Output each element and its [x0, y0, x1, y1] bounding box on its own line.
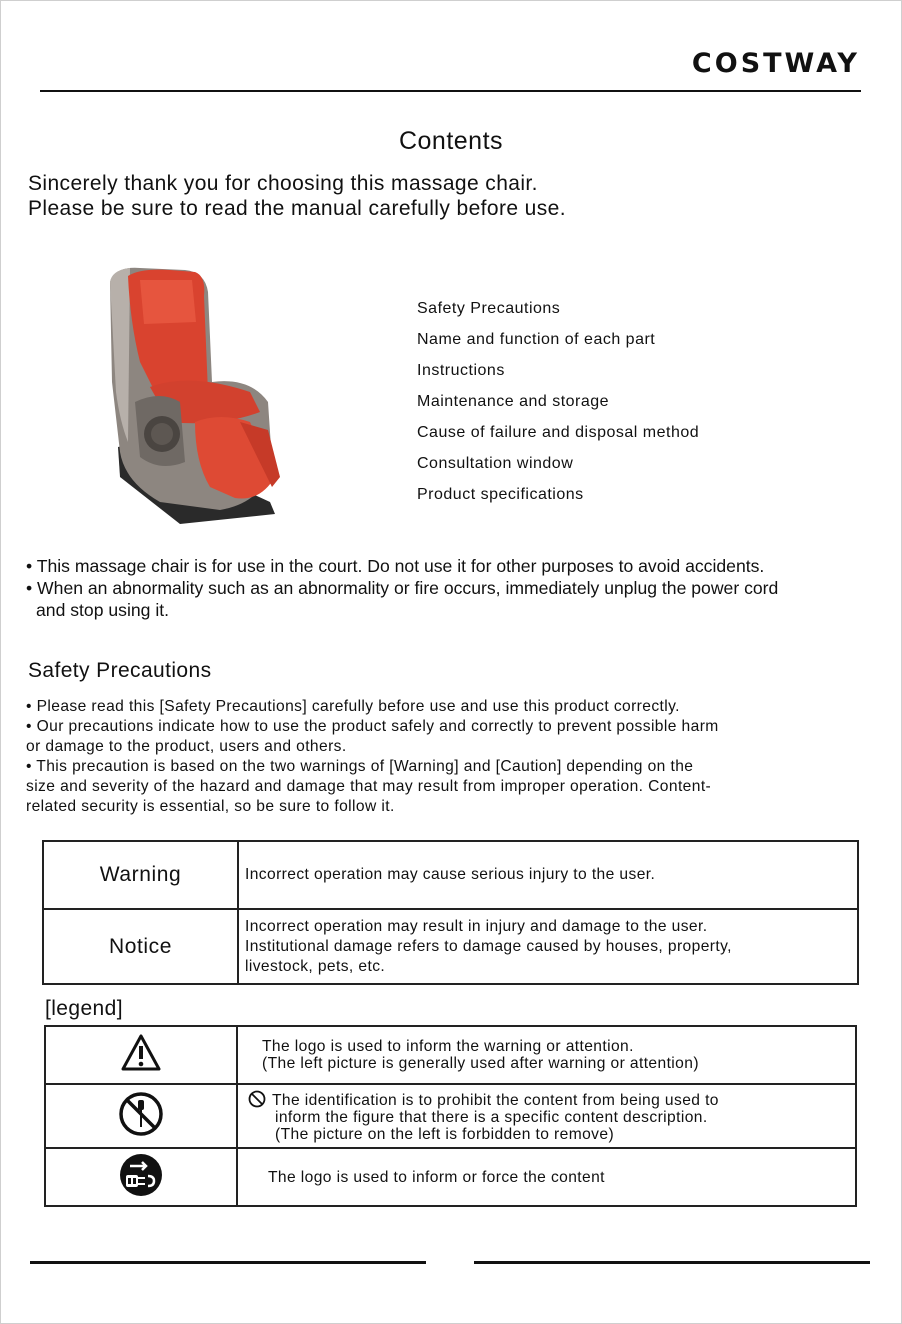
page-title: Contents — [398, 127, 504, 155]
intro-line: Sincerely thank you for choosing this massage chair. — [28, 172, 538, 195]
usage-notes — [26, 555, 778, 621]
level-line: Institutional damage refers to damage caused by houses, property, — [245, 937, 732, 955]
level-description — [238, 909, 858, 984]
usage-note: • When an abnormality such as an abnormality or fire occurs, immediately unplug the power cord — [26, 578, 779, 598]
safety-line: size and severity of the hazard and damage that may result from improper operation. Content- — [26, 778, 712, 795]
legend-description — [237, 1084, 856, 1148]
legend-description — [237, 1148, 856, 1206]
level-description — [238, 841, 858, 909]
table-row — [43, 841, 858, 909]
level-line: Incorrect operation may cause serious injury to the user. — [245, 866, 656, 883]
usage-note: and stop using it. — [36, 600, 170, 620]
toc-item: Name and function of each part — [417, 331, 656, 348]
prohibition-icon — [248, 1090, 266, 1108]
table-row — [45, 1084, 856, 1148]
table-row — [43, 909, 858, 984]
legend-line: The logo is used to inform or force the content — [268, 1168, 605, 1186]
brand-logo: COSTWAY — [691, 48, 860, 79]
section-title: Safety Precautions — [28, 659, 212, 682]
toc-item: Safety Precautions — [417, 300, 561, 317]
table-row — [45, 1148, 856, 1206]
intro-line: Please be sure to read the manual carefully before use. — [28, 197, 566, 220]
safety-line: related security is essential, so be sure to follow it. — [26, 798, 395, 815]
table-row — [45, 1026, 856, 1084]
unplug-icon — [118, 1152, 164, 1198]
legend-line: (The left picture is generally used after warning or attention) — [262, 1055, 699, 1072]
legend-line: (The picture on the left is forbidden to remove) — [275, 1125, 615, 1143]
toc-item: Cause of failure and disposal method — [417, 424, 700, 441]
toc-item: Consultation window — [417, 455, 574, 472]
safety-line: • Please read this [Safety Precautions] carefully before use and use this product correctly. — [26, 698, 680, 715]
massage-chair-image — [100, 262, 290, 527]
level-line: livestock, pets, etc. — [245, 957, 386, 975]
legend-title: [legend] — [45, 997, 123, 1020]
safety-line: • Our precautions indicate how to use the product safely and correctly to prevent possible harm — [26, 718, 719, 735]
safety-line: or damage to the product, users and others. — [26, 738, 347, 755]
level-label: Warning — [43, 841, 238, 909]
header-divider — [40, 90, 861, 92]
level-label: Notice — [43, 909, 238, 984]
footer-divider-left — [30, 1261, 426, 1264]
legend-line: inform the figure that there is a specific content description. — [275, 1108, 708, 1126]
legend-line: The logo is used to inform the warning or attention. — [262, 1038, 634, 1055]
intro-text — [28, 171, 566, 221]
footer-divider-right — [474, 1261, 870, 1264]
usage-note: • This massage chair is for use in the court. Do not use it for other purposes to avoid accidents. — [26, 556, 765, 576]
toc-item: Instructions — [417, 362, 505, 379]
no-disassembly-icon — [118, 1091, 164, 1137]
safety-text — [26, 697, 719, 817]
warning-triangle-icon — [121, 1034, 161, 1072]
warning-levels-table — [42, 840, 859, 985]
table-of-contents — [417, 298, 699, 515]
legend-line: The identification is to prohibit the content from being used to — [272, 1091, 719, 1109]
legend-description — [237, 1026, 856, 1084]
level-line: Incorrect operation may result in injury and damage to the user. — [245, 917, 708, 935]
legend-table — [44, 1025, 857, 1207]
toc-item: Maintenance and storage — [417, 393, 610, 410]
safety-line: • This precaution is based on the two warnings of [Warning] and [Caution] depending on the — [26, 758, 694, 775]
toc-item: Product specifications — [417, 486, 584, 503]
